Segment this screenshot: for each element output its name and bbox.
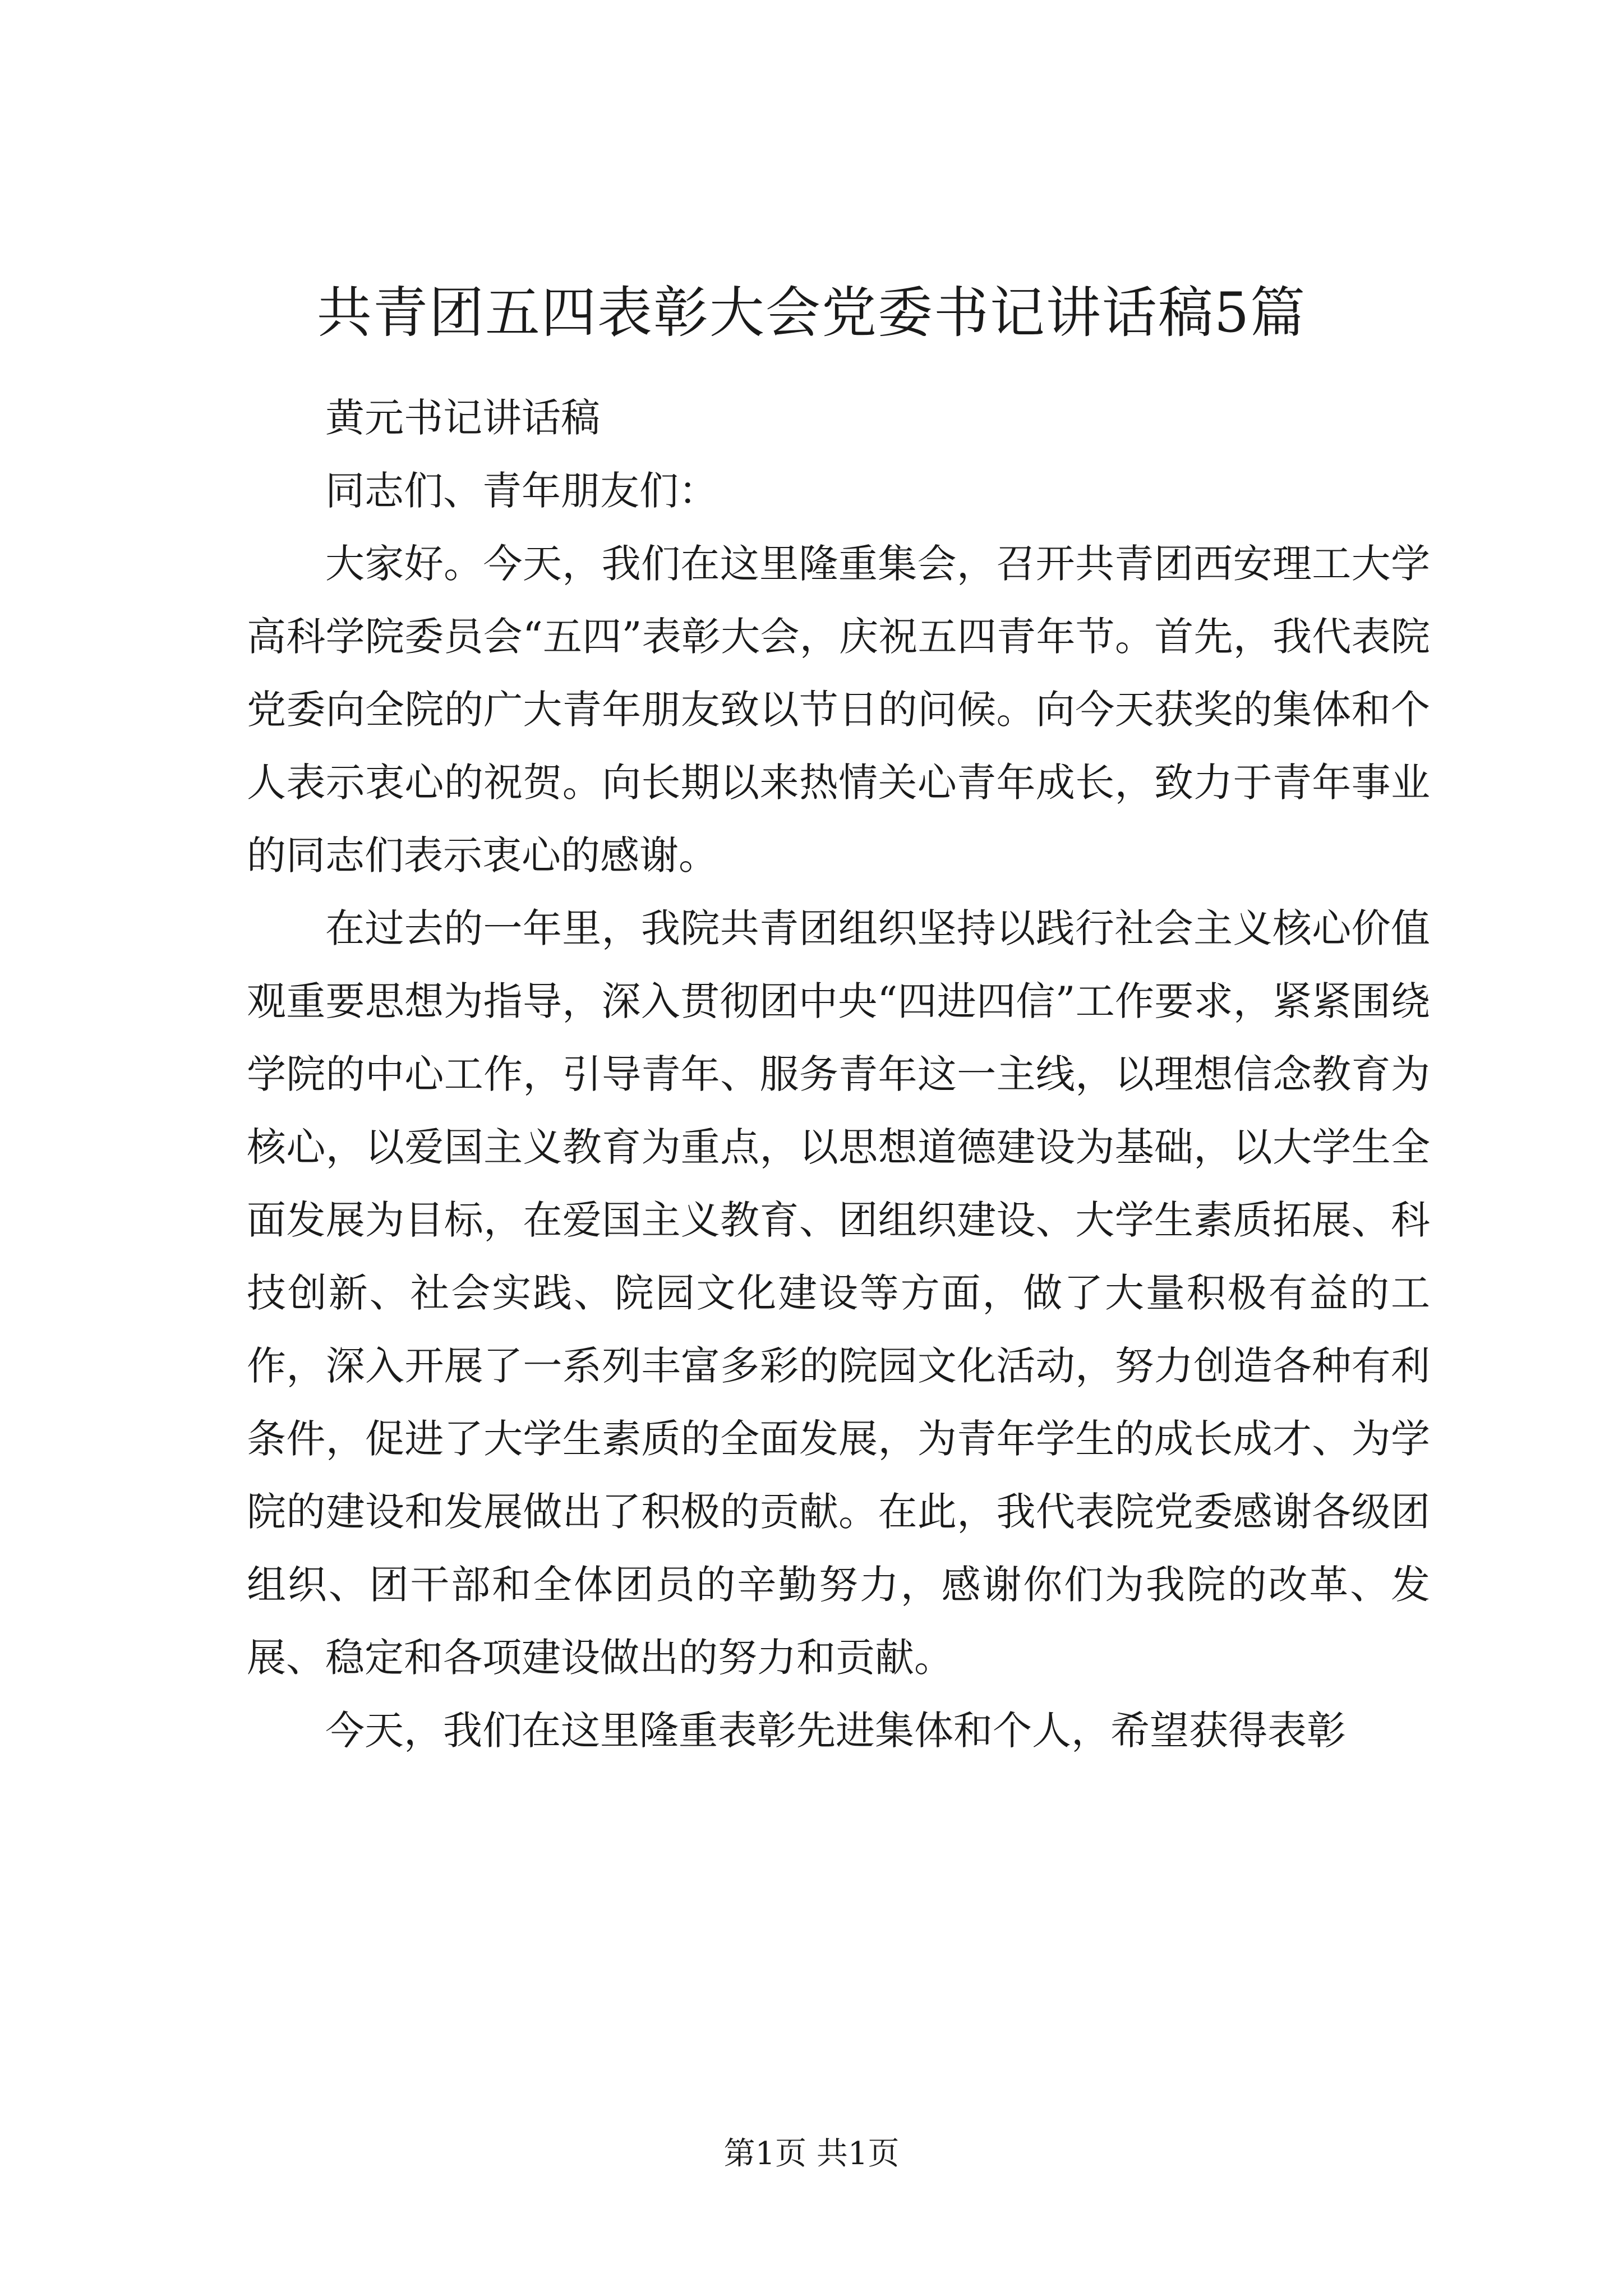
- page-footer: 第1页 共1页: [723, 2136, 900, 2172]
- body-paragraph: 今天，我们在这里隆重表彰先进集体和个人，希望获得表彰: [325, 1708, 1346, 1754]
- salutation-paragraph: 同志们、青年朋友们：: [325, 468, 718, 514]
- speech-heading-paragraph: 黄元书记讲话稿: [325, 395, 600, 441]
- body-paragraph: 在过去的一年里，我院共青团组织坚持以践行社会主义核心价值观重要思想为指导，深入贯彻团中央“四进四信”工作要求，紧紧围绕学院的中心工作，引导青年、服务青年这一主线，以理想信念教育为核心，以爱国主义教育为重点，以思想道德建设为基础，以大学生全面发展为目标，在爱国主义教育、团组织建设、大学生素质拓展、科技创新、社会实践、院园文化建设等方面，做了大量积极有益的工作，深入开展了一系列丰富多彩的院园文化活动，努力创造各种有利条件，促进了大学生素质的全面发展，为青年学生的成长成才、为学院的建设和发展做出了积极的贡献。在此，我代表院党委感谢各级团组织、团干部和全体团员的辛勤努力，感谢你们为我院的改革、发展、稳定和各项建设做出的努力和贡献。: [247, 905, 1430, 1681]
- document-body: [247, 381, 1430, 1767]
- body-paragraph: 大家好。今天，我们在这里隆重集会，召开共青团西安理工大学高科学院委员会“五四”表彰大会，庆祝五四青年节。首先，我代表院党委向全院的广大青年朋友致以节日的问候。向今天获奖的集体和个人表示衷心的祝贺。向长期以来热情关心青年成长，致力于青年事业的同志们表示衷心的感谢。: [247, 541, 1430, 878]
- document-title: 共青团五四表彰大会党委书记讲话稿5篇: [316, 281, 1307, 345]
